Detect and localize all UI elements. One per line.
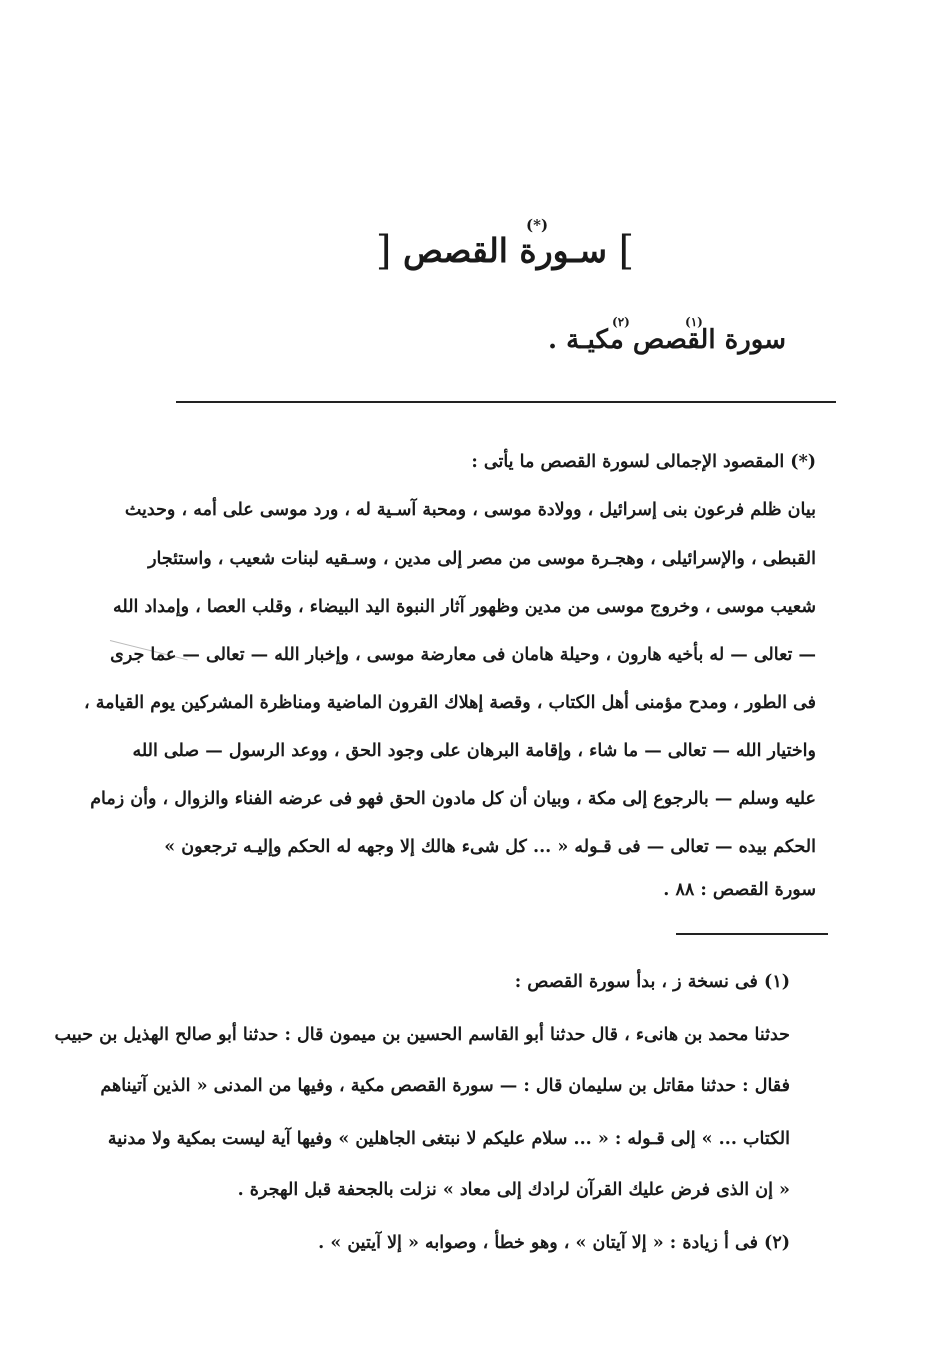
subtitle-text: سورة القصص مكيـة . [548,325,786,355]
note-line: (٢) فى أ زيادة : « إلا آيتان » ، وهو خطأ ، وصوابه « إلا آيتين » . [318,1233,790,1253]
note-line: سورة القصص : ٨٨ . [663,880,816,900]
note-line: فقال : حدثنا مقاتل بن سليمان قال : — سورة القصص مكية ، وفيها من المدنى « الذين آتيناهم [100,1076,790,1096]
note-line: (١) فى نسخة ز ، بدأ سورة القصص : [514,972,790,992]
note-line: فى الطور ، ومدح مؤمنى أهل الكتاب ، وقصة إهلاك القرون الماضية ومناظرة المشركين يوم القيامة ، [83,693,816,713]
note-line: — تعالى — له بأخيه هارون ، وحيلة هامان فى معارضة موسى ، وإخبار الله — تعالى — عما جرى [110,645,816,665]
note-line: « إن الذى فرض عليك القرآن لرادك إلى معاد » نزلت بالجحفة قبل الهجرة . [237,1180,790,1200]
footnote-marker-2: (٢) [612,315,630,329]
surah-heading [360,216,650,274]
note-line: حدثنا محمد بن هانىء ، قال حدثنا أبو القاسم الحسين بن ميمون قال : حدثنا أبو صالح الهذيل بن حبيب [54,1025,790,1045]
note-line: الكتاب ... » إلى قـوله : « ... سلام عليكم لا نبتغى الجاهلين » وفيها آية ليست بمكية ولا مدنية [107,1129,790,1149]
footnote-marker-1: (١) [685,315,703,329]
note-line: عليه وسلم — بالرجوع إلى مكة ، وبيان أن كل مادون الحق فهو فى عرضه الفناء والزوال ، وأن زمام [90,789,816,809]
note-line: واختيار الله — تعالى — ما شاء ، وإقامة البرهان على وجود الحق ، ووعد الرسول — صلى الله [132,741,816,761]
bracket-open: ] [618,228,635,274]
note-line: بيان ظلم فرعون بنى إسرائيل ، وولادة موسى ، ومحبة آسـية له ، ورد موسى على أمه ، وحديث [124,500,816,520]
heading-footnote-marker: (*) [526,216,549,234]
footnote-separator [176,401,836,403]
surah-title: سـورة القصص [402,231,608,270]
bracket-close: [ [375,228,392,274]
note-line: الحكم بيده — تعالى — فى قـوله « ... كل شىء هالك إلا وجهه له الحكم وإليـه ترجعون » [164,837,816,857]
note-line: شعيب موسى ، وخروج موسى من مدين وظهور آثار النبوة اليد البيضاء ، وقلب العصا ، وإمداد الله [113,597,816,617]
note-line: القبطى ، والإسرائيلى ، وهجـرة موسى من مصر إلى مدين ، وسـقيه لبنات شعيب ، واستئجار [148,549,816,569]
note-divider [676,933,828,935]
note-line: (*) المقصود الإجمالى لسورة القصص ما يأتى : [471,452,816,472]
